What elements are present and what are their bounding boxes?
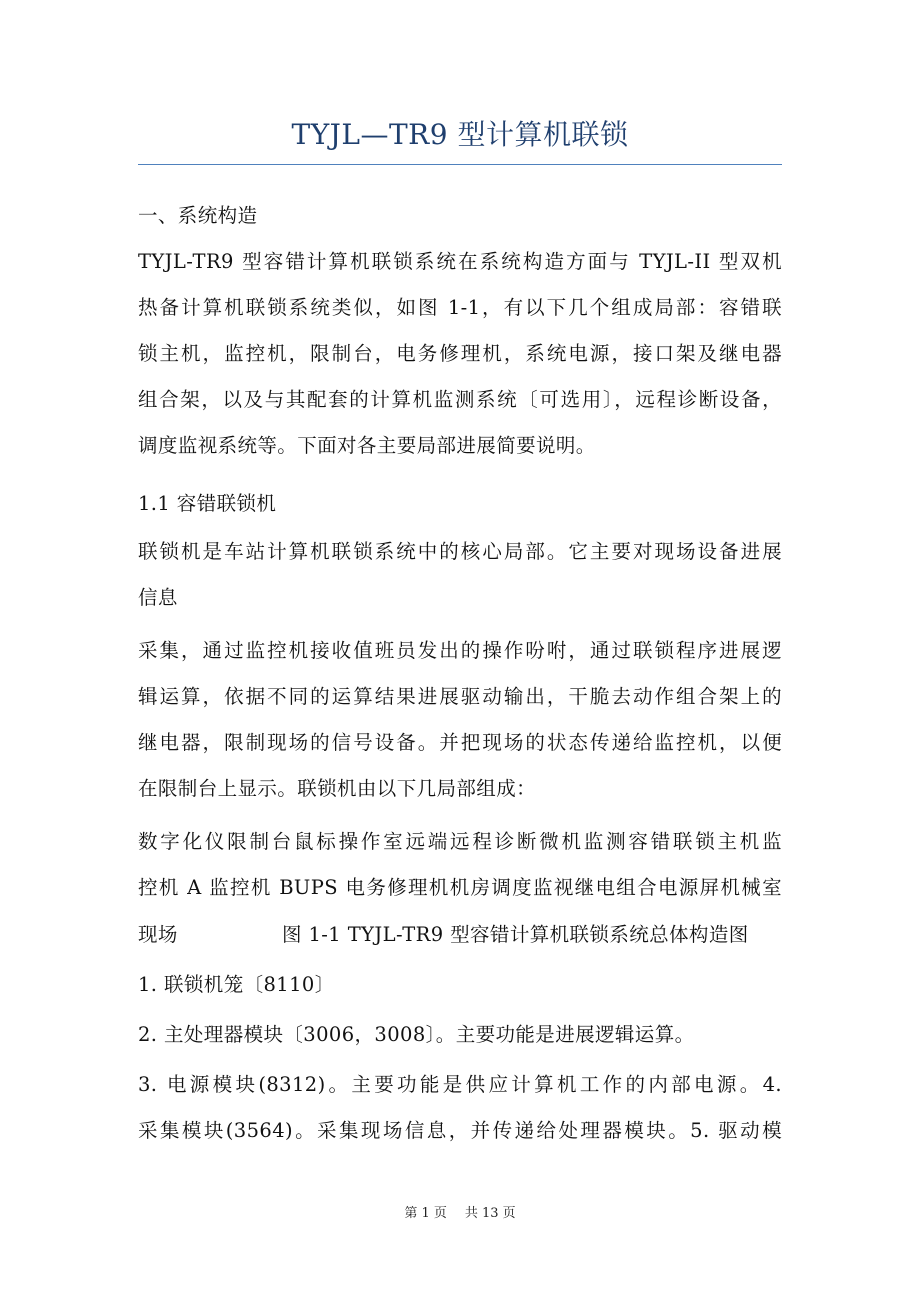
figure-label: 现场 bbox=[138, 923, 178, 946]
list-item: 采集模块(3564)。采集现场信息，并传递给处理器模块。5. 驱动模 bbox=[138, 1119, 782, 1142]
paragraph-line: 调度监视系统等。下面对各主要局部进展简要说明。 bbox=[138, 434, 596, 457]
paragraph-line: 锁主机，监控机，限制台，电务修理机，系统电源，接口架及继电器 bbox=[138, 342, 782, 365]
page-number: 第 1 页 bbox=[404, 1206, 447, 1221]
paragraph-line: 在限制台上显示。联锁机由以下几局部组成： bbox=[138, 777, 537, 800]
paragraph-line: 辑运算，依据不同的运算结果进展驱动输出，干脆去动作组合架上的 bbox=[138, 685, 782, 708]
figure-text-line: 控机 A 监控机 BUPS 电务修理机机房调度监视继电组合电源屏机械室 bbox=[138, 876, 782, 899]
paragraph-line: 信息 bbox=[138, 586, 178, 609]
title-underline bbox=[138, 164, 782, 165]
list-item: 3. 电源模块(8312)。主要功能是供应计算机工作的内部电源。4. bbox=[138, 1073, 782, 1096]
subsection-heading: 1.1 容错联锁机 bbox=[138, 492, 277, 515]
document-title: TYJL—TR9 型计算机联锁 bbox=[291, 118, 629, 151]
page-total: 共 13 页 bbox=[464, 1206, 516, 1221]
paragraph-line: 热备计算机联锁系统类似，如图 1-1，有以下几个组成局部：容错联 bbox=[138, 296, 782, 319]
page-footer bbox=[0, 1204, 920, 1224]
paragraph-line: 联锁机是车站计算机联锁系统中的核心局部。它主要对现场设备进展 bbox=[138, 540, 782, 563]
list-item: 1. 联锁机笼〔8110〕 bbox=[138, 973, 335, 996]
figure-caption: 图 1-1 TYJL-TR9 型容错计算机联锁系统总体构造图 bbox=[282, 923, 749, 946]
paragraph-line: 组合架，以及与其配套的计算机监测系统〔可选用〕，远程诊断设备， bbox=[138, 388, 782, 411]
paragraph-line: 继电器，限制现场的信号设备。并把现场的状态传递给监控机，以便 bbox=[138, 731, 782, 754]
section-heading: 一、系统构造 bbox=[138, 204, 258, 227]
list-item: 2. 主处理器模块〔3006，3008〕。主要功能是进展逻辑运算。 bbox=[138, 1023, 695, 1046]
paragraph-line: TYJL-TR9 型容错计算机联锁系统在系统构造方面与 TYJL-II 型双机 bbox=[138, 250, 782, 273]
paragraph-line: 采集，通过监控机接收值班员发出的操作吩咐，通过联锁程序进展逻 bbox=[138, 639, 782, 662]
figure-text-line: 数字化仪限制台鼠标操作室远端远程诊断微机监测容错联锁主机监 bbox=[138, 830, 782, 853]
